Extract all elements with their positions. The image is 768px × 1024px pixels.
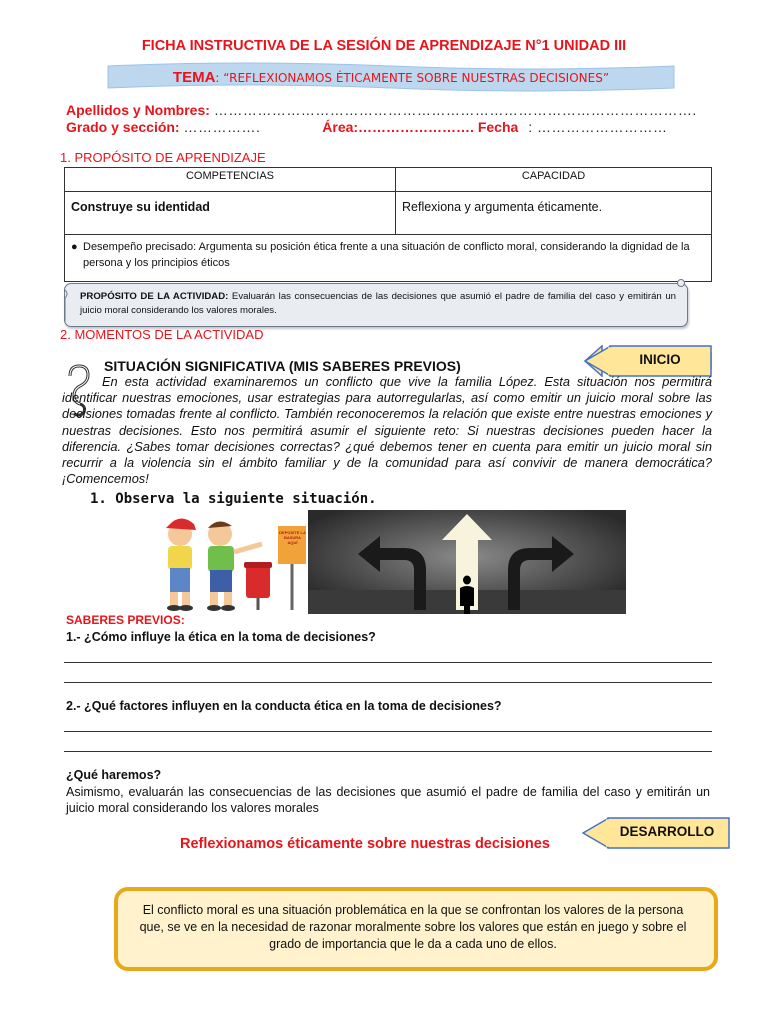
desarrollo-subtitle: Reflexionamos éticamente sobre nuestras decisiones [180, 836, 550, 852]
situacion-title: SITUACIÓN SIGNIFICATIVA (MIS SABERES PREVIOS) [104, 358, 461, 374]
grade-row [66, 119, 667, 135]
name-field[interactable]: ………………………………………………………………………………………. [213, 102, 697, 118]
student-name-row [66, 102, 697, 118]
table-cell-competencia: Construye su identidad [65, 192, 396, 235]
haremos-body: Asimismo, evaluarán las consecuencias de las decisiones que asumió el padre de familia del caso y emitirán un juicio moral considerando los valores morales [66, 785, 710, 815]
tema-value: : “REFLEXIONAMOS ÉTICAMENTE SOBRE NUESTRAS DECISIONES” [215, 71, 610, 85]
table-cell-desempeno [65, 235, 712, 282]
grade-label: Grado y sección: [66, 119, 180, 135]
tema-heading [104, 69, 678, 86]
inicio-label: INICIO [639, 352, 681, 367]
saberes-heading: SABERES PREVIOS: [66, 613, 185, 627]
fecha-field[interactable]: : ……………………… [528, 119, 668, 135]
observa-heading: 1. Observa la siguiente situación. [90, 491, 377, 507]
document-title: FICHA INSTRUCTIVA DE LA SESIÓN DE APRENDIZAJE N°1 UNIDAD III [141, 38, 627, 54]
proposito-label: PROPÓSITO DE LA ACTIVIDAD: [80, 291, 229, 302]
question-2: 2.- ¿Qué factores influyen en la conducta ética en la toma de decisiones? [66, 699, 502, 713]
kids-trash-illustration [152, 510, 306, 614]
situacion-body: En esta actividad examinaremos un conflicto que vive la familia López. Esta situación nos permitirá identificar nuestras emociones, usar estrategias para autorregularlas, así como emitir un juicio moral sobre las decisiones tomadas frente al conflicto. También reconoceremos la relación que existe entre nuestras emociones y nuestras decisiones. Esto nos permitirá asumir el siguiente reto: Si nuestras decisiones pueden hacer la diferencia. ¿Sabes tomar decisiones correctas? ¿qué debemos tener en cuenta para emitir un juicio moral sin recurrir a la violencia sin el ámbito familiar y de la comunidad para así convivir de manera democrática? ¡Comencemos! [62, 374, 712, 487]
area-label: Área:……………………. Fecha [322, 119, 519, 135]
name-label: Apellidos y Nombres: [66, 102, 210, 118]
sign-text: DEPOSITE LA BASURA AQUÍ [279, 530, 306, 545]
table-header-competencias: COMPETENCIAS [65, 168, 396, 192]
answer-line-2a[interactable] [64, 731, 712, 732]
haremos-heading: ¿Qué haremos? [66, 768, 162, 782]
question-1: 1.- ¿Cómo influye la ética en la toma de decisiones? [66, 630, 376, 644]
section-heading-momentos: 2. MOMENTOS DE LA ACTIVIDAD [60, 327, 264, 342]
table-cell-capacidad: Reflexiona y argumenta éticamente. [396, 192, 712, 235]
decision-arrows-image [308, 510, 626, 614]
tema-label: TEMA [172, 69, 216, 86]
concept-text: El conflicto moral es una situación problemática en la que se confrontan los valores de la persona que, se ve en la necesidad de razonar moralmente sobre los valores que están en juego y sobre el grado de importancia que le da a cada uno de ellos. [139, 903, 687, 951]
bullet-icon: ● [71, 241, 78, 253]
section-heading-proposito: 1. PROPÓSITO DE APRENDIZAJE [60, 150, 266, 165]
proposito-text [80, 290, 676, 318]
answer-line-1a[interactable] [64, 662, 712, 663]
desarrollo-label: DESARROLLO [619, 824, 715, 839]
scroll-edge-icon [60, 288, 70, 324]
competencias-table [64, 167, 712, 282]
table-header-capacidad: CAPACIDAD [396, 168, 712, 192]
answer-line-1b[interactable] [64, 682, 712, 683]
grade-field[interactable]: ……………. [183, 119, 261, 135]
desempeno-text: Desempeño precisado: Argumenta su posición ética frente a una situación de conflicto moral, considerando la dignidad de la persona y los principios éticos [83, 241, 690, 269]
answer-line-2b[interactable] [64, 751, 712, 752]
proposito-body: Evaluarán las consecuencias de las decisiones que asumió el padre de familia del caso y emitirán un juicio moral considerando los valores morales. [80, 291, 676, 316]
scroll-curl-icon [676, 278, 686, 288]
